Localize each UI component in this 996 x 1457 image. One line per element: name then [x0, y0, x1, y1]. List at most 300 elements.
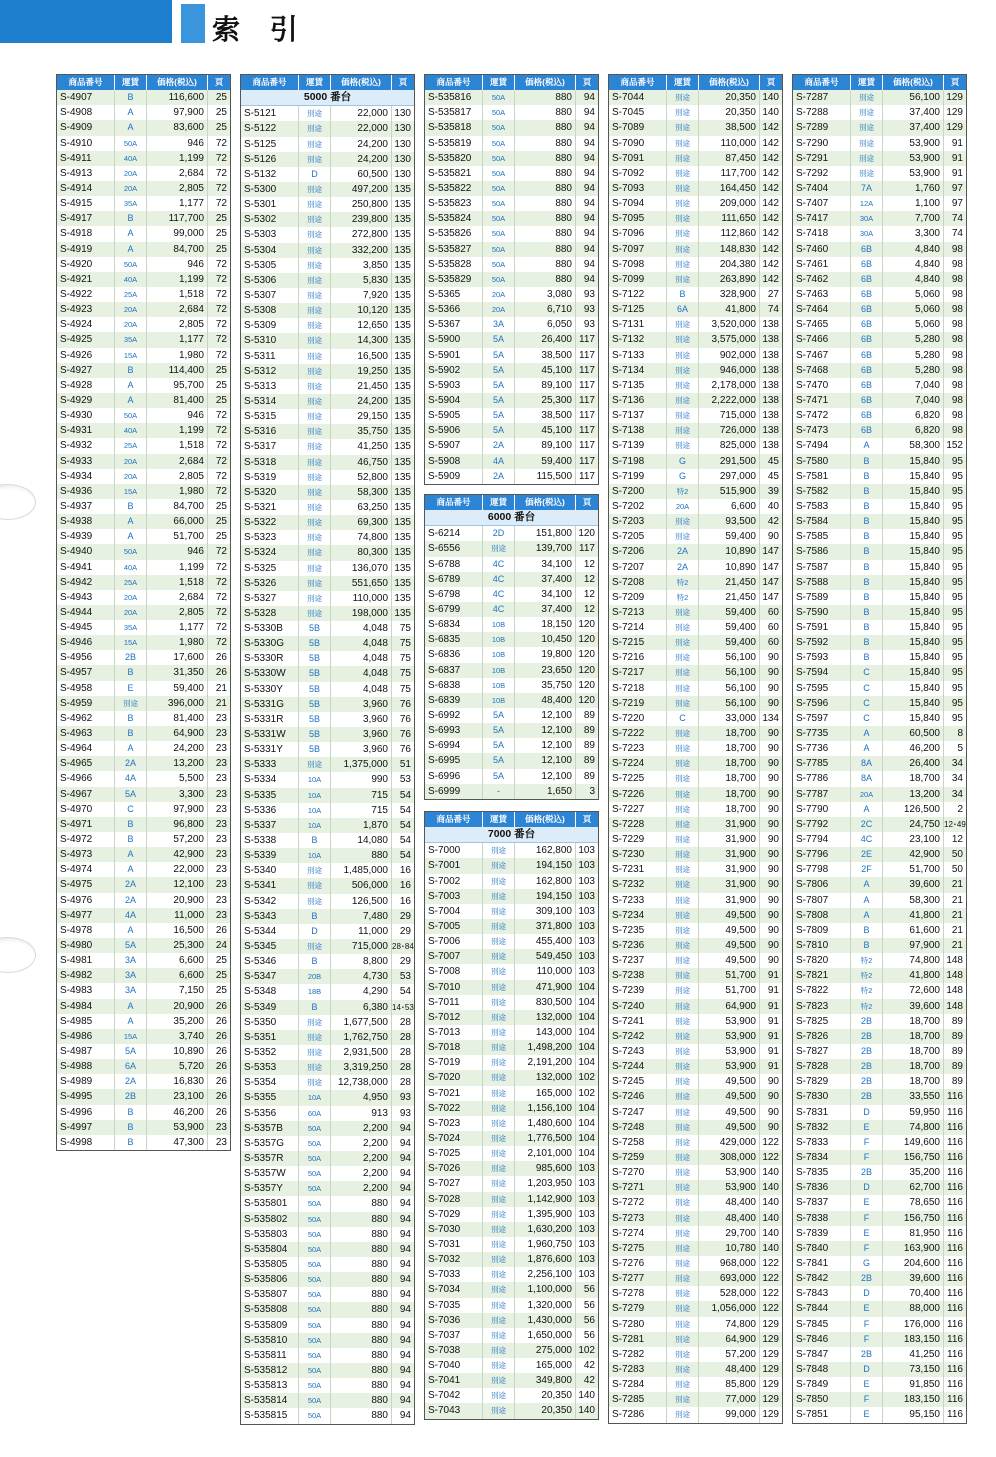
price: 825,000 [699, 438, 760, 453]
product-code: S-5335 [241, 788, 299, 803]
price: 1,395,900 [515, 1207, 576, 1222]
price: 149,600 [883, 1135, 944, 1150]
page-number: 90 [767, 788, 779, 800]
page-number: 26 [215, 1046, 227, 1057]
price: 880 [331, 1318, 392, 1333]
shipping-rate: 別途 [667, 332, 699, 347]
product-code: S-7806 [793, 877, 851, 892]
table-row [241, 1090, 414, 1105]
product-code: S-5336 [241, 803, 299, 818]
product-code: S-7099 [609, 272, 667, 287]
page-number: 72 [215, 622, 227, 634]
table-row [57, 756, 230, 771]
product-code: S-4963 [57, 726, 115, 741]
shipping-rate: 別途 [667, 1044, 699, 1059]
page-number: 25 [215, 122, 227, 134]
product-code: S-7122 [609, 287, 667, 302]
price: 10,780 [699, 1241, 760, 1256]
page-number: 90 [767, 909, 779, 921]
shipping-rate: 20A [115, 181, 147, 196]
table-row [425, 1025, 598, 1040]
shipping-rate: 5A [115, 938, 147, 953]
table-row [57, 272, 230, 287]
product-code: S-7404 [793, 181, 851, 196]
page-number: 103 [578, 1223, 595, 1235]
shipping-rate: 18B [299, 984, 331, 999]
price: 18,700 [699, 802, 760, 817]
product-code: S-7215 [609, 635, 667, 650]
table-row [425, 151, 598, 166]
shipping-rate: 別途 [483, 1131, 515, 1146]
price: 88,000 [883, 1301, 944, 1316]
page-number: 89 [583, 725, 595, 737]
product-code: S-7418 [793, 226, 851, 241]
price: 31,900 [699, 877, 760, 892]
product-code: S-7090 [609, 136, 667, 151]
page-number: 95 [951, 606, 963, 618]
page-number: 45 [767, 455, 779, 467]
table-row [793, 862, 966, 877]
product-code: S-6837 [425, 663, 483, 678]
price: 880 [515, 166, 576, 181]
product-code: S-5316 [241, 424, 299, 439]
shipping-rate: 別途 [299, 152, 331, 167]
product-code: S-5355 [241, 1090, 299, 1105]
shipping-rate: D [851, 1286, 883, 1301]
shipping-rate: 別途 [483, 1086, 515, 1101]
table-row [57, 1059, 230, 1074]
product-code: S-5303 [241, 227, 299, 242]
price: 946 [147, 544, 208, 559]
shipping-rate: 別途 [299, 500, 331, 515]
table-row [793, 1332, 966, 1347]
page-number: 95 [951, 561, 963, 573]
price: 38,500 [699, 120, 760, 135]
price: 1,980 [147, 635, 208, 650]
product-code: S-5352 [241, 1045, 299, 1060]
price: 15,840 [883, 560, 944, 575]
product-code: S-5357G [241, 1136, 299, 1151]
table-row [609, 363, 782, 378]
shipping-rate: 50A [483, 105, 515, 120]
price: 37,400 [515, 572, 576, 587]
price: 60,500 [883, 726, 944, 741]
page-number: 129 [762, 1409, 779, 1421]
header-price: 価格(税込) [331, 75, 392, 90]
shipping-rate: 別途 [483, 1343, 515, 1358]
page-number: 98 [951, 273, 963, 285]
table-row [241, 803, 414, 818]
product-code: S-7595 [793, 681, 851, 696]
shipping-rate: 別途 [299, 137, 331, 152]
table-row [57, 302, 230, 317]
table-row [425, 1267, 598, 1282]
price: 96,800 [147, 817, 208, 832]
table-row [793, 1362, 966, 1377]
page-number: 72 [215, 349, 227, 361]
price: 12,100 [515, 708, 576, 723]
price: 880 [331, 1302, 392, 1317]
product-code: S-7134 [609, 363, 667, 378]
price: 15,840 [883, 681, 944, 696]
shipping-rate: 別途 [667, 151, 699, 166]
header-code: 商品番号 [241, 75, 299, 90]
shipping-rate: 別途 [483, 949, 515, 964]
shipping-rate: 別途 [667, 832, 699, 847]
price: 80,300 [331, 545, 392, 560]
page-number: 12 [583, 588, 595, 600]
table-row [57, 726, 230, 741]
page-number: 116 [947, 1288, 963, 1300]
page-number: 142 [762, 258, 779, 270]
page-number: 94 [583, 213, 595, 225]
shipping-rate: 別途 [667, 348, 699, 363]
table-row [793, 1226, 966, 1241]
shipping-rate: 別途 [667, 620, 699, 635]
page-number: 91 [951, 167, 963, 179]
price: 1,870 [331, 818, 392, 833]
product-code: S-7001 [425, 858, 483, 873]
price: 81,950 [883, 1226, 944, 1241]
price: 830,500 [515, 995, 576, 1010]
table-row [241, 909, 414, 924]
product-code: S-7809 [793, 923, 851, 938]
table-row [241, 1212, 414, 1227]
table-row [609, 317, 782, 332]
product-code: S-7463 [793, 287, 851, 302]
page-number: 95 [951, 637, 963, 649]
product-code: S-7592 [793, 635, 851, 650]
table-row [425, 738, 598, 753]
shipping-rate: B [851, 484, 883, 499]
page-number: 94 [399, 1152, 411, 1164]
page-number: 135 [394, 183, 411, 195]
product-code: S-5331Y [241, 742, 299, 757]
page-number: 117 [579, 440, 595, 452]
product-code: S-5125 [241, 137, 299, 152]
shipping-rate: 6B [851, 408, 883, 423]
price: 1,485,000 [331, 863, 392, 878]
price: 24,200 [331, 152, 392, 167]
page-number: 120 [578, 619, 595, 631]
product-code: S-7848 [793, 1362, 851, 1377]
product-code: S-4936 [57, 484, 115, 499]
header-code: 商品番号 [425, 75, 483, 90]
table-row [57, 635, 230, 650]
price: 15,840 [883, 575, 944, 590]
header-page: 頁 [582, 77, 592, 87]
page-number: 25 [215, 985, 227, 997]
shipping-rate: 別途 [299, 939, 331, 954]
price: 15,840 [883, 484, 944, 499]
page-number: 72 [215, 410, 227, 422]
page-number: 135 [394, 244, 411, 256]
shipping-rate: 別途 [667, 423, 699, 438]
table-row [793, 1377, 966, 1392]
price: 59,400 [699, 605, 760, 620]
price: 2,178,000 [699, 378, 760, 393]
shipping-rate: 15A [115, 348, 147, 363]
table-row [609, 756, 782, 771]
table-row [793, 90, 966, 105]
page-number: 94 [583, 107, 595, 119]
shipping-rate: 6B [851, 257, 883, 272]
price: 2,200 [331, 1151, 392, 1166]
table-row [241, 666, 414, 681]
product-code: S-7851 [793, 1407, 851, 1422]
price: 990 [331, 772, 392, 787]
page-number: 74 [767, 304, 779, 316]
table-row [609, 847, 782, 862]
table-row [241, 197, 414, 212]
price: 49,500 [699, 1120, 760, 1135]
product-code: S-7021 [425, 1086, 483, 1101]
shipping-rate: 別途 [667, 1347, 699, 1362]
shipping-rate: 別途 [299, 606, 331, 621]
table-row [57, 438, 230, 453]
price: 85,800 [699, 1377, 760, 1392]
table-row [57, 1120, 230, 1135]
shipping-rate: 7A [851, 181, 883, 196]
header-page: 頁 [582, 814, 592, 824]
page-number: 21 [951, 924, 963, 936]
table-row [425, 196, 598, 211]
page-number: 95 [951, 682, 963, 694]
shipping-rate: 別途 [667, 817, 699, 832]
price: 97,900 [883, 938, 944, 953]
table-row [57, 817, 230, 832]
shipping-rate: 別途 [667, 953, 699, 968]
page-number: 76 [399, 713, 411, 725]
page-number: 135 [394, 199, 411, 211]
product-code: S-535806 [241, 1272, 299, 1287]
table-row [793, 817, 966, 832]
page-number: 95 [951, 576, 963, 588]
page-number: 117 [579, 334, 595, 346]
shipping-rate: 2B [115, 1089, 147, 1104]
page-number: 90 [767, 955, 779, 967]
product-code: S-4944 [57, 605, 115, 620]
page-number: 116 [947, 1409, 963, 1421]
price: 63,250 [331, 500, 392, 515]
product-code: S-7461 [793, 257, 851, 272]
page-number: 90 [767, 849, 779, 861]
shipping-rate: 別途 [667, 363, 699, 378]
price: 880 [515, 226, 576, 241]
page-number: 122 [762, 1257, 779, 1269]
product-code: S-7581 [793, 469, 851, 484]
page-number: 25 [215, 379, 227, 391]
product-code: S-7828 [793, 1059, 851, 1074]
shipping-rate: 6B [851, 393, 883, 408]
price: 263,890 [699, 272, 760, 287]
shipping-rate: 別途 [851, 120, 883, 135]
page-number: 104 [578, 981, 595, 993]
product-code: S-7286 [609, 1407, 667, 1422]
table-row [609, 469, 782, 484]
table-row [241, 651, 414, 666]
table-row [57, 454, 230, 469]
price: 31,900 [699, 893, 760, 908]
product-code: S-6799 [425, 602, 483, 617]
page-number: 21 [951, 894, 963, 906]
product-code: S-7095 [609, 211, 667, 226]
shipping-rate: 別途 [299, 424, 331, 439]
shipping-rate: 別途 [667, 90, 699, 105]
page-number: 76 [399, 744, 411, 756]
price: 162,800 [515, 843, 576, 858]
product-code: S-7025 [425, 1146, 483, 1161]
table-row [793, 756, 966, 771]
price: 1,320,000 [515, 1298, 576, 1313]
page-number: 147 [762, 546, 779, 558]
page-number: 140 [762, 1212, 779, 1224]
table-row [793, 1150, 966, 1165]
product-code: S-4984 [57, 999, 115, 1014]
table-row [241, 1318, 414, 1333]
page-number: 90 [767, 1091, 779, 1103]
product-code: S-7594 [793, 665, 851, 680]
header-code: 商品番号 [609, 75, 667, 90]
product-code: S-7229 [609, 832, 667, 847]
product-code: S-7241 [609, 1014, 667, 1029]
price: 73,150 [883, 1362, 944, 1377]
shipping-rate: 2A [483, 438, 515, 453]
table-row [793, 696, 966, 711]
header-page: 頁 [766, 77, 776, 87]
page-number: 28 [399, 1062, 411, 1074]
price: 35,200 [147, 1014, 208, 1029]
table-row [425, 587, 598, 602]
shipping-rate: 3A [115, 968, 147, 983]
product-code: S-7224 [609, 756, 667, 771]
table-row [793, 1044, 966, 1059]
page-number: 23 [215, 834, 227, 846]
product-code: S-7272 [609, 1195, 667, 1210]
price: 1,480,600 [515, 1116, 576, 1131]
product-code: S-4946 [57, 635, 115, 650]
shipping-rate: 別途 [667, 514, 699, 529]
page-number: 25 [215, 92, 227, 104]
shipping-rate: 50A [483, 242, 515, 257]
product-code: S-7227 [609, 802, 667, 817]
header-price: 価格(税込) [147, 75, 208, 90]
shipping-rate: F [851, 1332, 883, 1347]
product-code: S-5301 [241, 197, 299, 212]
page-number: 135 [394, 547, 411, 559]
product-code: S-7273 [609, 1211, 667, 1226]
table-row [241, 137, 414, 152]
table-row [425, 1101, 598, 1116]
page-number: 95 [951, 546, 963, 558]
shipping-rate: 別途 [483, 964, 515, 979]
table-row [241, 954, 414, 969]
page-number: 72 [215, 637, 227, 649]
product-code: S-5901 [425, 348, 483, 363]
table-row [425, 949, 598, 964]
table-row [57, 575, 230, 590]
page-number: 103 [578, 1163, 595, 1175]
price: 15,840 [883, 711, 944, 726]
shipping-rate: 別途 [299, 1015, 331, 1030]
product-code: S-7278 [609, 1286, 667, 1301]
table-row [57, 317, 230, 332]
shipping-rate: 50A [299, 1136, 331, 1151]
page-number: 122 [762, 1303, 779, 1315]
table-row [57, 771, 230, 786]
page-number: 94 [583, 198, 595, 210]
price: 198,000 [331, 606, 392, 621]
shipping-rate: 50A [299, 1378, 331, 1393]
price: 126,500 [883, 802, 944, 817]
product-code: S-7823 [793, 999, 851, 1014]
table-row [609, 1362, 782, 1377]
price: 349,800 [515, 1373, 576, 1388]
page-number: 91 [767, 1015, 779, 1027]
product-code: S-5331W [241, 727, 299, 742]
shipping-rate: 2F [851, 862, 883, 877]
price: 880 [331, 1408, 392, 1423]
product-code: S-535816 [425, 90, 483, 105]
table-row [609, 620, 782, 635]
page-number: 98 [951, 349, 963, 361]
price: 985,600 [515, 1161, 576, 1176]
price: 946 [147, 257, 208, 272]
table-row [241, 1363, 414, 1378]
price: 35,750 [331, 424, 392, 439]
price: 12,100 [515, 738, 576, 753]
product-code: S-7031 [425, 1237, 483, 1252]
table-row [793, 1165, 966, 1180]
table-row [793, 953, 966, 968]
page-number: 26 [215, 1076, 227, 1088]
table-row [425, 572, 598, 587]
table-row [609, 499, 782, 514]
page-number: 94 [399, 1168, 411, 1180]
page-number: 94 [399, 1228, 411, 1240]
price: 183,150 [883, 1392, 944, 1407]
price: 15,840 [883, 469, 944, 484]
page-number: 89 [951, 1076, 963, 1088]
product-code: S-7588 [793, 575, 851, 590]
product-code: S-4971 [57, 817, 115, 832]
table-row [609, 1332, 782, 1347]
product-code: S-7234 [609, 908, 667, 923]
page-number: 116 [947, 1303, 963, 1315]
shipping-rate: B [851, 514, 883, 529]
price: 56,100 [883, 90, 944, 105]
product-code: S-7243 [609, 1044, 667, 1059]
shipping-rate: 別途 [483, 1101, 515, 1116]
price: 332,200 [331, 243, 392, 258]
shipping-rate: 別途 [299, 288, 331, 303]
page-number: 42 [767, 516, 779, 528]
price: 132,000 [515, 1010, 576, 1025]
table-row [425, 1086, 598, 1101]
product-code: S-5347 [241, 969, 299, 984]
page-number: 94 [399, 1213, 411, 1225]
table-row [609, 1317, 782, 1332]
page-number: 23 [215, 1121, 227, 1133]
page-number: 116 [947, 1394, 963, 1406]
product-code: S-5338 [241, 833, 299, 848]
shipping-rate: 35A [115, 196, 147, 211]
product-code: S-7094 [609, 196, 667, 211]
table-row [241, 984, 414, 999]
page-number: 135 [394, 350, 411, 362]
table-row [609, 257, 782, 272]
page-number: 26 [215, 924, 227, 936]
